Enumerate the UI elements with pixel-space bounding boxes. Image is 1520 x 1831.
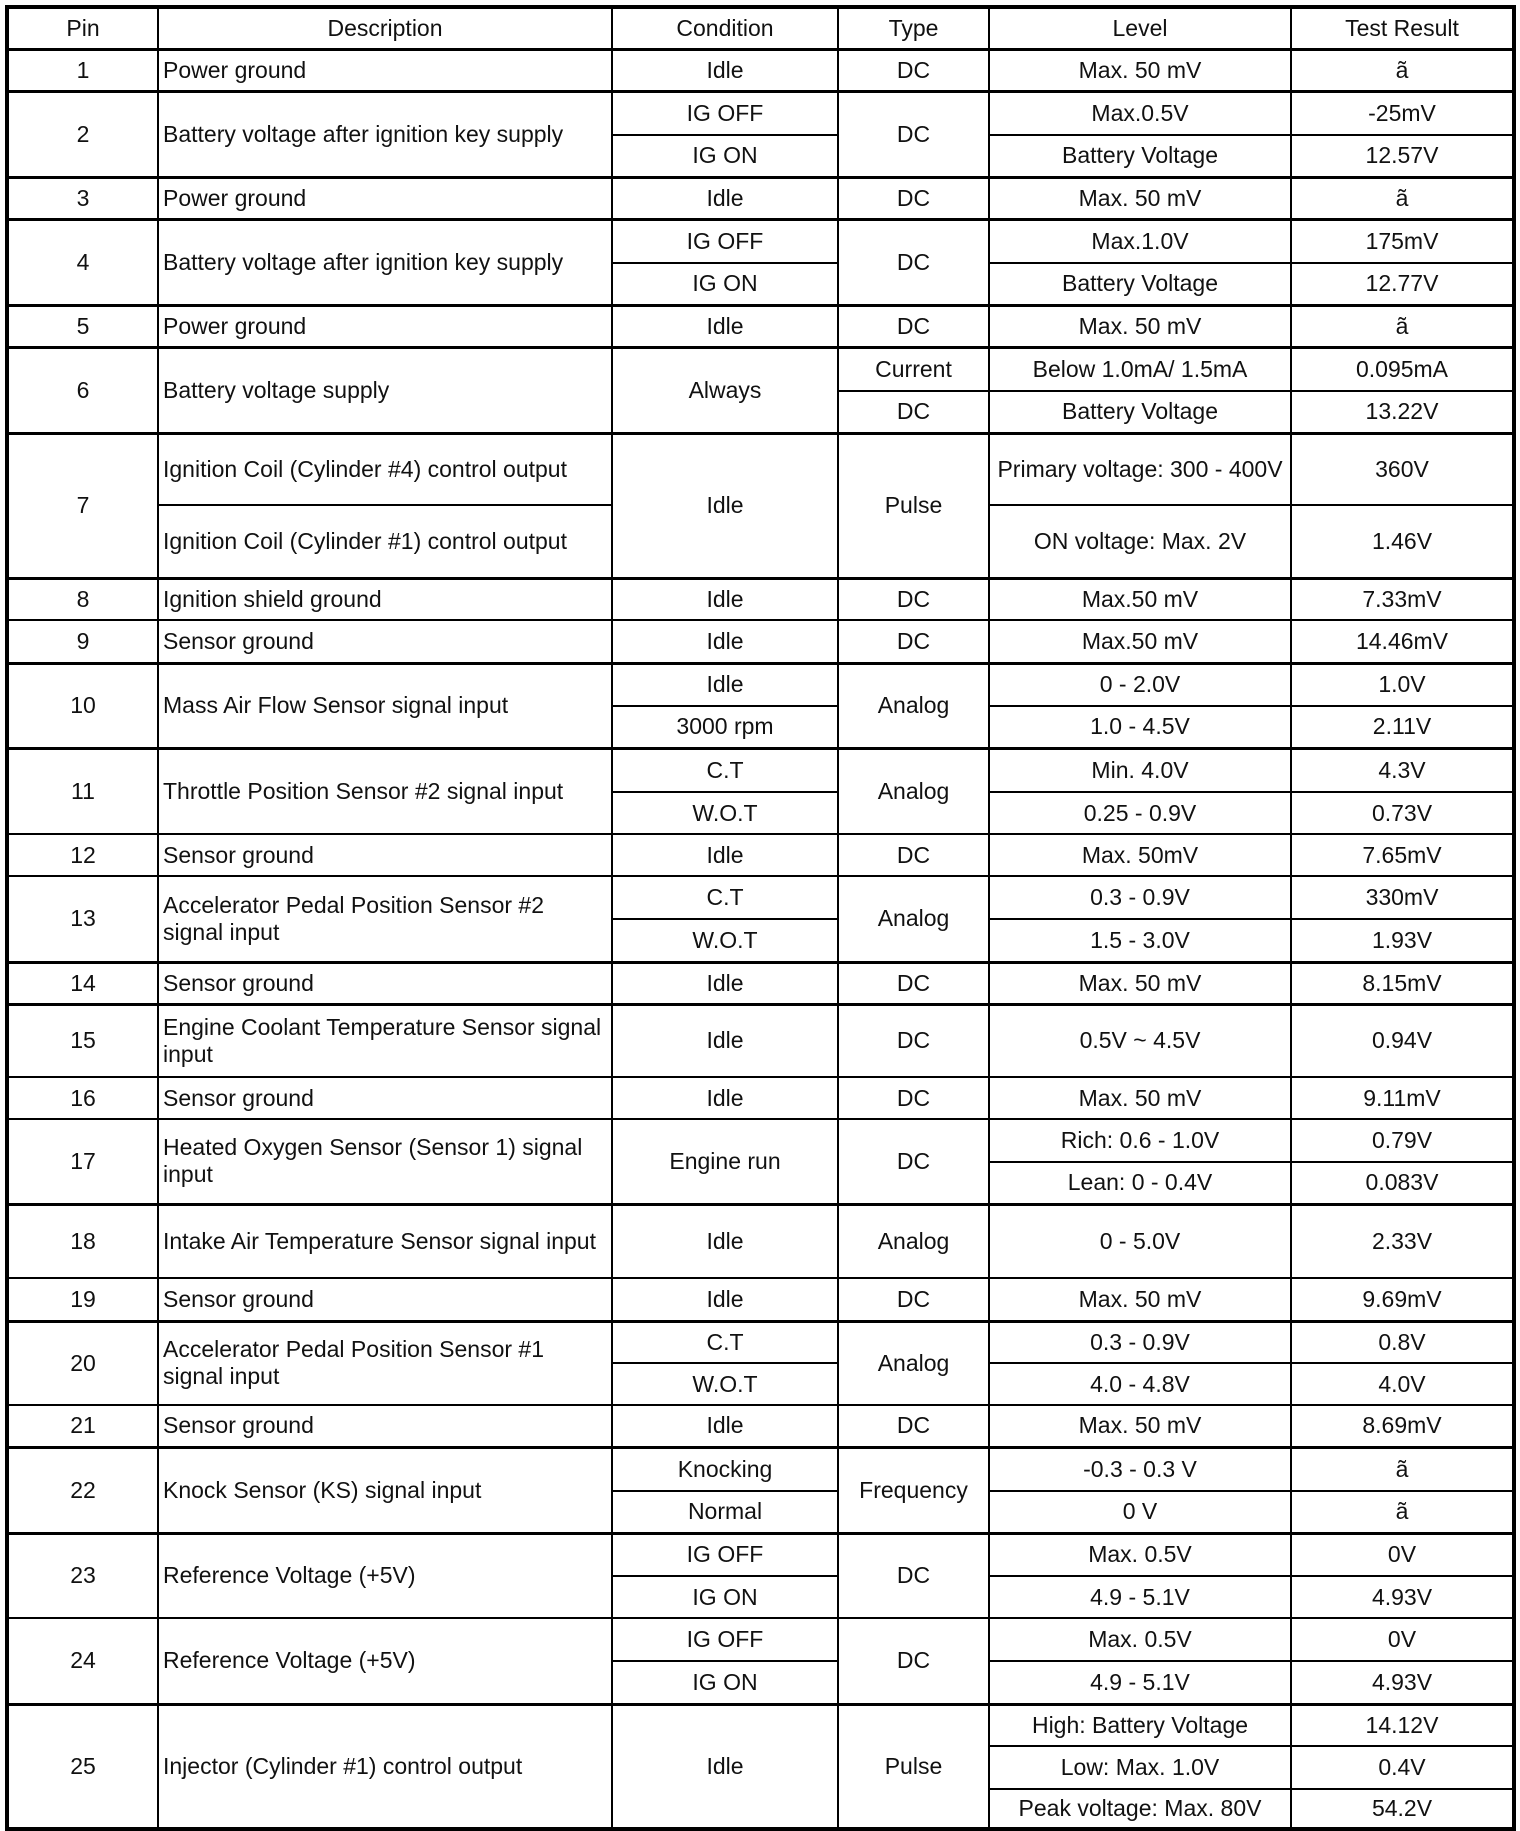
condition-cell: Idle <box>612 1278 838 1321</box>
condition-cell: Knocking <box>612 1447 838 1491</box>
result-cell: 0V <box>1291 1618 1514 1661</box>
level-cell: Battery Voltage <box>989 391 1291 433</box>
result-cell: 0.94V <box>1291 1004 1514 1077</box>
type-cell: DC <box>838 49 989 91</box>
table-row <box>7 748 1514 792</box>
table-row <box>7 1278 1514 1321</box>
level-cell: Max. 0.5V <box>989 1533 1291 1576</box>
result-cell: 330mV <box>1291 876 1514 919</box>
pin-cell: 10 <box>7 663 158 748</box>
level-cell: 4.9 - 5.1V <box>989 1661 1291 1704</box>
condition-cell: IG OFF <box>612 1618 838 1661</box>
level-cell: 0 - 2.0V <box>989 663 1291 706</box>
type-cell: Pulse <box>838 1704 989 1829</box>
description-cell: Intake Air Temperature Sensor signal input <box>158 1204 612 1278</box>
description-cell: Battery voltage after ignition key supply <box>158 91 612 177</box>
result-cell: 13.22V <box>1291 391 1514 433</box>
header-pin: Pin <box>7 7 158 49</box>
pin-cell: 15 <box>7 1004 158 1077</box>
type-cell: Analog <box>838 663 989 748</box>
condition-cell: C.T <box>612 1321 838 1363</box>
type-cell: DC <box>838 962 989 1004</box>
description-cell: Injector (Cylinder #1) control output <box>158 1704 612 1829</box>
condition-cell: Idle <box>612 578 838 620</box>
condition-cell: IG ON <box>612 135 838 177</box>
condition-cell: IG ON <box>612 1661 838 1704</box>
pin-cell: 18 <box>7 1204 158 1278</box>
pin-cell: 2 <box>7 91 158 177</box>
level-cell: 0.3 - 0.9V <box>989 1321 1291 1363</box>
header-test-result: Test Result <box>1291 7 1514 49</box>
level-cell: 4.9 - 5.1V <box>989 1576 1291 1618</box>
type-cell: DC <box>838 1119 989 1204</box>
pin-cell: 22 <box>7 1447 158 1533</box>
pin-cell: 24 <box>7 1618 158 1704</box>
description-cell: Power ground <box>158 177 612 219</box>
pin-cell: 8 <box>7 578 158 620</box>
pin-cell: 1 <box>7 49 158 91</box>
description-cell: Reference Voltage (+5V) <box>158 1533 612 1618</box>
level-cell: Max. 50 mV <box>989 1077 1291 1119</box>
header-condition: Condition <box>612 7 838 49</box>
type-cell: DC <box>838 1618 989 1704</box>
result-cell: 1.46V <box>1291 505 1514 578</box>
level-cell: Max. 0.5V <box>989 1618 1291 1661</box>
description-cell: Sensor ground <box>158 834 612 876</box>
pin-cell: 17 <box>7 1119 158 1204</box>
pin-cell: 25 <box>7 1704 158 1829</box>
condition-cell: Idle <box>612 433 838 578</box>
condition-cell: Idle <box>612 834 838 876</box>
header-level: Level <box>989 7 1291 49</box>
type-cell: DC <box>838 1004 989 1077</box>
type-cell: Pulse <box>838 433 989 578</box>
level-cell: ON voltage: Max. 2V <box>989 505 1291 578</box>
result-cell: 0.73V <box>1291 792 1514 834</box>
table-row <box>7 305 1514 347</box>
type-cell: DC <box>838 1077 989 1119</box>
pin-cell: 16 <box>7 1077 158 1119</box>
level-cell: Max. 50 mV <box>989 962 1291 1004</box>
condition-cell: Idle <box>612 177 838 219</box>
result-cell: 12.77V <box>1291 263 1514 305</box>
condition-cell: 3000 rpm <box>612 706 838 748</box>
level-cell: 0.5V ~ 4.5V <box>989 1004 1291 1077</box>
result-cell: 2.33V <box>1291 1204 1514 1278</box>
type-cell: DC <box>838 91 989 177</box>
result-cell: 14.46mV <box>1291 620 1514 663</box>
type-cell: DC <box>838 305 989 347</box>
condition-cell: C.T <box>612 876 838 919</box>
table-row <box>7 433 1514 505</box>
condition-cell: Idle <box>612 663 838 706</box>
type-cell: Analog <box>838 748 989 834</box>
level-cell: Max.0.5V <box>989 91 1291 135</box>
level-cell: 0 - 5.0V <box>989 1204 1291 1278</box>
table-row <box>7 620 1514 663</box>
table-row <box>7 1321 1514 1363</box>
level-cell: 0.3 - 0.9V <box>989 876 1291 919</box>
level-cell: 0.25 - 0.9V <box>989 792 1291 834</box>
result-cell: 7.33mV <box>1291 578 1514 620</box>
result-cell: 4.0V <box>1291 1363 1514 1405</box>
description-cell: Accelerator Pedal Position Sensor #2 signal input <box>158 876 612 962</box>
condition-cell: C.T <box>612 748 838 792</box>
description-cell: Sensor ground <box>158 1077 612 1119</box>
result-cell: ã <box>1291 1491 1514 1533</box>
pin-test-table-container <box>5 5 1516 1831</box>
type-cell: DC <box>838 620 989 663</box>
table-row <box>7 663 1514 706</box>
condition-cell: IG OFF <box>612 219 838 263</box>
header-row <box>7 7 1514 49</box>
result-cell: 14.12V <box>1291 1704 1514 1746</box>
table-row <box>7 91 1514 135</box>
description-cell: Battery voltage after ignition key supply <box>158 219 612 305</box>
pin-cell: 11 <box>7 748 158 834</box>
level-cell: Lean: 0 - 0.4V <box>989 1162 1291 1204</box>
table-row <box>7 876 1514 919</box>
level-cell: 0 V <box>989 1491 1291 1533</box>
result-cell: 0V <box>1291 1533 1514 1576</box>
type-cell: DC <box>838 1278 989 1321</box>
pin-cell: 7 <box>7 433 158 578</box>
pin-cell: 13 <box>7 876 158 962</box>
condition-cell: Idle <box>612 1077 838 1119</box>
condition-cell: IG OFF <box>612 91 838 135</box>
type-cell: DC <box>838 1533 989 1618</box>
condition-cell: Idle <box>612 1405 838 1447</box>
pin-cell: 21 <box>7 1405 158 1447</box>
pin-cell: 14 <box>7 962 158 1004</box>
description-cell: Power ground <box>158 305 612 347</box>
pin-cell: 4 <box>7 219 158 305</box>
description-cell: Reference Voltage (+5V) <box>158 1618 612 1704</box>
result-cell: 4.3V <box>1291 748 1514 792</box>
table-row <box>7 1204 1514 1278</box>
level-cell: 1.5 - 3.0V <box>989 919 1291 962</box>
result-cell: 4.93V <box>1291 1576 1514 1618</box>
pin-cell: 5 <box>7 305 158 347</box>
level-cell: Max. 50mV <box>989 834 1291 876</box>
condition-cell: Idle <box>612 49 838 91</box>
table-row <box>7 219 1514 263</box>
description-cell: Ignition shield ground <box>158 578 612 620</box>
result-cell: ã <box>1291 305 1514 347</box>
result-cell: 54.2V <box>1291 1789 1514 1829</box>
type-cell: Current <box>838 347 989 391</box>
condition-cell: Always <box>612 347 838 433</box>
type-cell: Analog <box>838 1321 989 1405</box>
ecm-pin-test-table <box>5 5 1516 1831</box>
level-cell: Rich: 0.6 - 1.0V <box>989 1119 1291 1162</box>
description-cell: Sensor ground <box>158 962 612 1004</box>
table-row <box>7 177 1514 219</box>
result-cell: ã <box>1291 1447 1514 1491</box>
level-cell: Max.50 mV <box>989 620 1291 663</box>
condition-cell: Idle <box>612 305 838 347</box>
pin-cell: 9 <box>7 620 158 663</box>
condition-cell: Engine run <box>612 1119 838 1204</box>
level-cell: High: Battery Voltage <box>989 1704 1291 1746</box>
result-cell: 0.095mA <box>1291 347 1514 391</box>
level-cell: Low: Max. 1.0V <box>989 1746 1291 1789</box>
result-cell: 0.083V <box>1291 1162 1514 1204</box>
condition-cell: Idle <box>612 1704 838 1829</box>
type-cell: DC <box>838 177 989 219</box>
result-cell: 12.57V <box>1291 135 1514 177</box>
condition-cell: Idle <box>612 1004 838 1077</box>
pin-cell: 19 <box>7 1278 158 1321</box>
description-cell: Mass Air Flow Sensor signal input <box>158 663 612 748</box>
result-cell: ã <box>1291 177 1514 219</box>
result-cell: ã <box>1291 49 1514 91</box>
pin-cell: 23 <box>7 1533 158 1618</box>
table-row <box>7 49 1514 91</box>
level-cell: Max. 50 mV <box>989 49 1291 91</box>
table-row <box>7 1077 1514 1119</box>
result-cell: 2.11V <box>1291 706 1514 748</box>
result-cell: 1.93V <box>1291 919 1514 962</box>
pin-cell: 20 <box>7 1321 158 1405</box>
result-cell: 360V <box>1291 433 1514 505</box>
level-cell: Min. 4.0V <box>989 748 1291 792</box>
table-row <box>7 578 1514 620</box>
level-cell: 4.0 - 4.8V <box>989 1363 1291 1405</box>
level-cell: Primary voltage: 300 - 400V <box>989 433 1291 505</box>
table-row <box>7 1004 1514 1077</box>
type-cell: Frequency <box>838 1447 989 1533</box>
result-cell: 8.69mV <box>1291 1405 1514 1447</box>
result-cell: 1.0V <box>1291 663 1514 706</box>
table-row <box>7 962 1514 1004</box>
description-cell: Sensor ground <box>158 1405 612 1447</box>
description-cell: Ignition Coil (Cylinder #1) control output <box>158 505 612 578</box>
description-cell: Heated Oxygen Sensor (Sensor 1) signal input <box>158 1119 612 1204</box>
level-cell: -0.3 - 0.3 V <box>989 1447 1291 1491</box>
type-cell: DC <box>838 834 989 876</box>
table-row <box>7 1618 1514 1661</box>
level-cell: Max.1.0V <box>989 219 1291 263</box>
table-row <box>7 1119 1514 1162</box>
condition-cell: Idle <box>612 962 838 1004</box>
condition-cell: IG OFF <box>612 1533 838 1576</box>
condition-cell: W.O.T <box>612 919 838 962</box>
condition-cell: IG ON <box>612 263 838 305</box>
level-cell: Battery Voltage <box>989 263 1291 305</box>
level-cell: Below 1.0mA/ 1.5mA <box>989 347 1291 391</box>
description-cell: Power ground <box>158 49 612 91</box>
description-cell: Accelerator Pedal Position Sensor #1 signal input <box>158 1321 612 1405</box>
table-row <box>7 1704 1514 1746</box>
result-cell: 7.65mV <box>1291 834 1514 876</box>
result-cell: 8.15mV <box>1291 962 1514 1004</box>
result-cell: 0.8V <box>1291 1321 1514 1363</box>
condition-cell: Idle <box>612 620 838 663</box>
result-cell: 175mV <box>1291 219 1514 263</box>
description-cell: Knock Sensor (KS) signal input <box>158 1447 612 1533</box>
level-cell: Max.50 mV <box>989 578 1291 620</box>
table-row <box>7 1405 1514 1447</box>
description-cell: Ignition Coil (Cylinder #4) control output <box>158 433 612 505</box>
result-cell: 0.4V <box>1291 1746 1514 1789</box>
type-cell: Analog <box>838 876 989 962</box>
pin-cell: 3 <box>7 177 158 219</box>
condition-cell: W.O.T <box>612 792 838 834</box>
level-cell: Battery Voltage <box>989 135 1291 177</box>
result-cell: -25mV <box>1291 91 1514 135</box>
header-description: Description <box>158 7 612 49</box>
level-cell: Peak voltage: Max. 80V <box>989 1789 1291 1829</box>
result-cell: 9.11mV <box>1291 1077 1514 1119</box>
condition-cell: W.O.T <box>612 1363 838 1405</box>
type-cell: Analog <box>838 1204 989 1278</box>
result-cell: 9.69mV <box>1291 1278 1514 1321</box>
pin-cell: 12 <box>7 834 158 876</box>
level-cell: Max. 50 mV <box>989 1278 1291 1321</box>
description-cell: Engine Coolant Temperature Sensor signal input <box>158 1004 612 1077</box>
type-cell: DC <box>838 1405 989 1447</box>
level-cell: 1.0 - 4.5V <box>989 706 1291 748</box>
description-cell: Throttle Position Sensor #2 signal input <box>158 748 612 834</box>
type-cell: DC <box>838 578 989 620</box>
description-cell: Battery voltage supply <box>158 347 612 433</box>
result-cell: 0.79V <box>1291 1119 1514 1162</box>
level-cell: Max. 50 mV <box>989 177 1291 219</box>
description-cell: Sensor ground <box>158 1278 612 1321</box>
condition-cell: Normal <box>612 1491 838 1533</box>
table-row <box>7 347 1514 391</box>
type-cell: DC <box>838 391 989 433</box>
table-row <box>7 1533 1514 1576</box>
description-cell: Sensor ground <box>158 620 612 663</box>
level-cell: Max. 50 mV <box>989 305 1291 347</box>
condition-cell: Idle <box>612 1204 838 1278</box>
type-cell: DC <box>838 219 989 305</box>
pin-cell: 6 <box>7 347 158 433</box>
level-cell: Max. 50 mV <box>989 1405 1291 1447</box>
header-type: Type <box>838 7 989 49</box>
condition-cell: IG ON <box>612 1576 838 1618</box>
table-row <box>7 834 1514 876</box>
result-cell: 4.93V <box>1291 1661 1514 1704</box>
table-row <box>7 1447 1514 1491</box>
